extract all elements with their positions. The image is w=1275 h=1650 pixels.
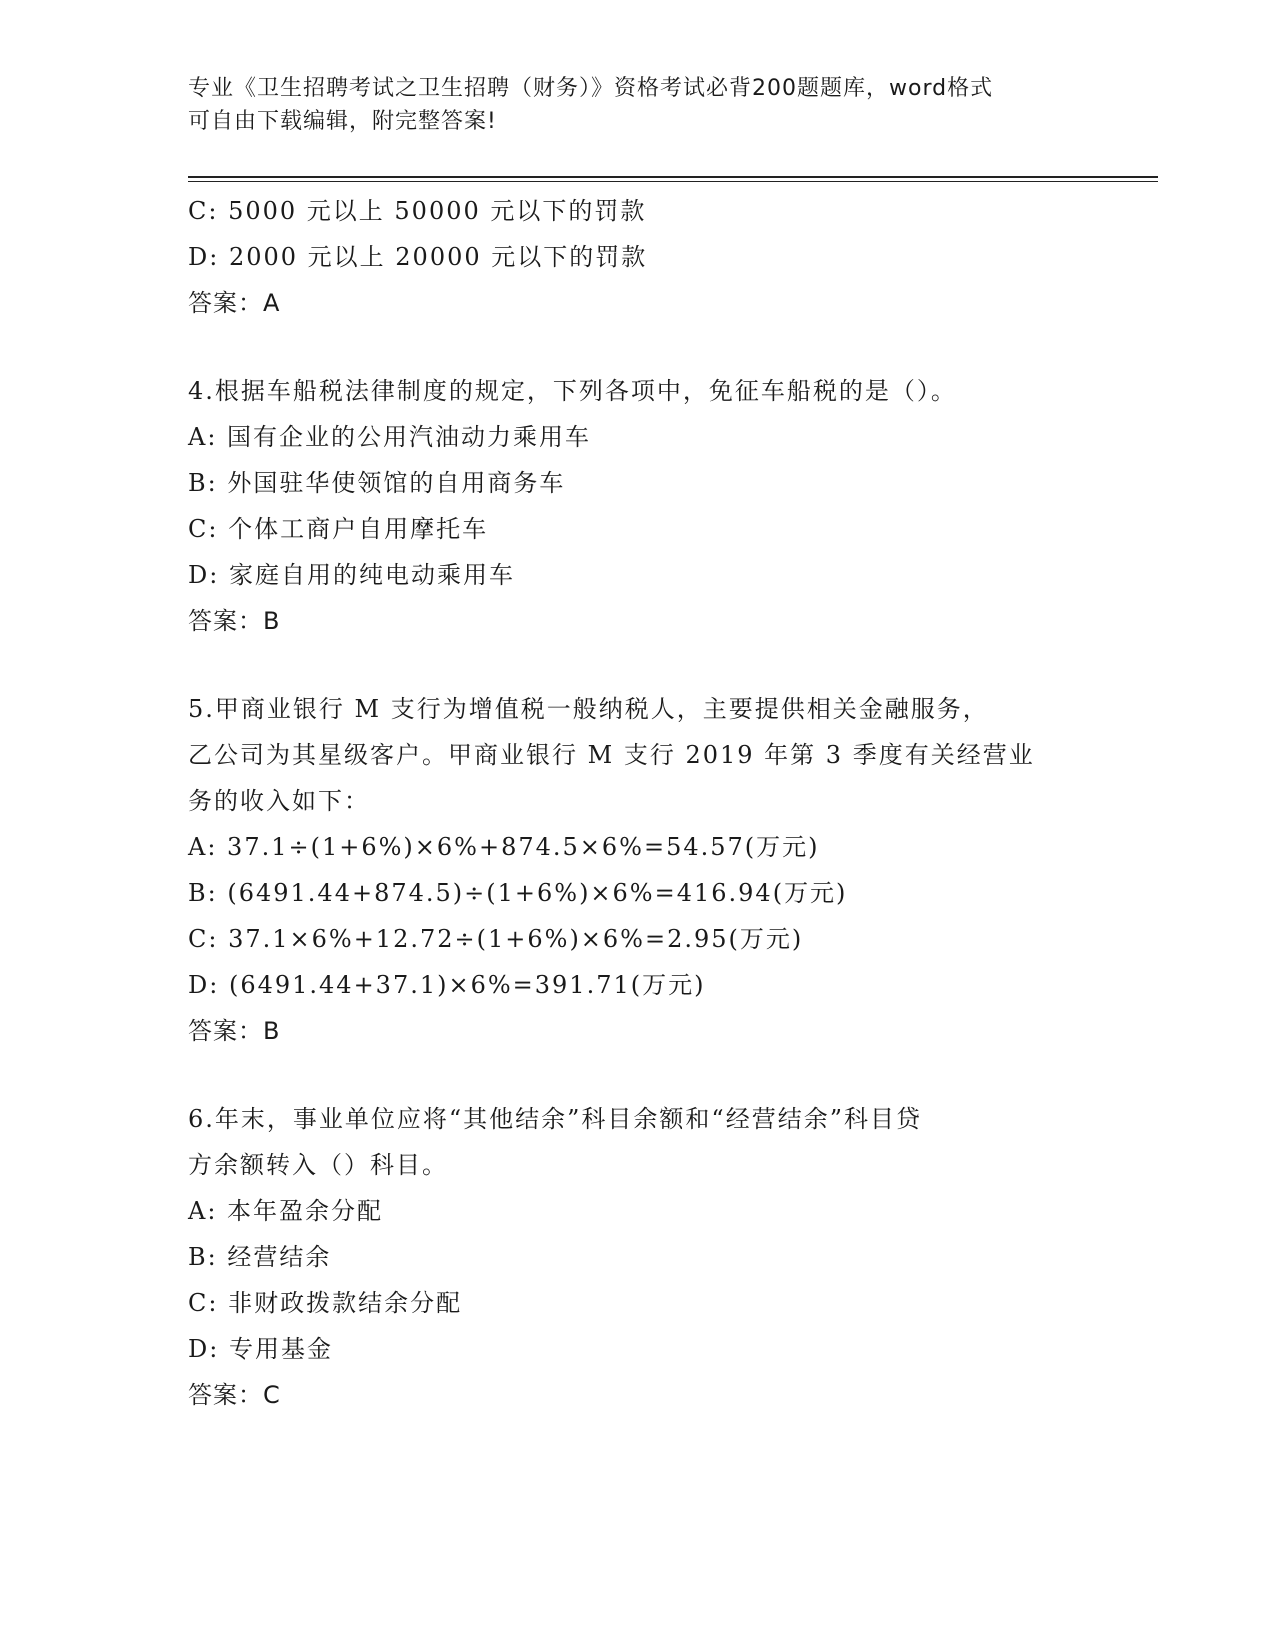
option-d: D: 专用基金 [188, 1335, 333, 1363]
answer-label: 答案：A [188, 289, 281, 317]
header-title-line1: 专业《卫生招聘考试之卫生招聘（财务）》资格考试必背200题题库，word格式 [188, 76, 994, 101]
option-d: D: 2000 元以上 20000 元以下的罚款 [188, 243, 648, 271]
answer-label: 答案：B [188, 607, 281, 635]
answer-label: 答案：C [188, 1381, 281, 1409]
question-6 [188, 1096, 1088, 1418]
option-a: A: 37.1÷(1+6%)×6%+874.5×6%=54.57(万元) [188, 833, 820, 861]
answer-label: 答案：B [188, 1017, 281, 1045]
option-d: D: 家庭自用的纯电动乘用车 [188, 561, 515, 589]
option-c: C: 37.1×6%+12.72÷(1+6%)×6%=2.95(万元) [188, 925, 804, 953]
option-b: B: 外国驻华使领馆的自用商务车 [188, 469, 566, 497]
spacer [188, 1054, 1088, 1096]
option-c: C: 5000 元以上 50000 元以下的罚款 [188, 197, 647, 225]
question-stem-line-1: 6.年末，事业单位应将“其他结余”科目余额和“经营结余”科目贷 [188, 1105, 922, 1133]
option-c: C: 个体工商户自用摩托车 [188, 515, 489, 543]
question-3-tail [188, 188, 1088, 326]
option-c: C: 非财政拨款结余分配 [188, 1289, 463, 1317]
header-title-line2: 可自由下载编辑，附完整答案! [188, 109, 497, 134]
question-4 [188, 368, 1088, 644]
option-a: A: 本年盈余分配 [188, 1197, 384, 1225]
question-5 [188, 686, 1088, 1054]
option-a: A: 国有企业的公用汽油动力乘用车 [188, 423, 592, 451]
question-stem: 4.根据车船税法律制度的规定，下列各项中，免征车船税的是（）。 [188, 377, 957, 405]
question-stem-line-1: 5.甲商业银行 M 支行为增值税一般纳税人，主要提供相关金融服务， [188, 695, 989, 723]
option-d: D: (6491.44+37.1)×6%=391.71(万元) [188, 971, 706, 999]
header-divider [188, 176, 1158, 182]
question-content [188, 188, 1088, 1418]
question-stem-line-2: 方余额转入（）科目。 [188, 1151, 448, 1179]
option-b: B: (6491.44+874.5)÷(1+6%)×6%=416.94(万元) [188, 879, 848, 907]
spacer [188, 644, 1088, 686]
spacer [188, 326, 1088, 368]
option-b: B: 经营结余 [188, 1243, 332, 1271]
question-stem-line-3: 务的收入如下： [188, 787, 370, 815]
question-stem-line-2: 乙公司为其星级客户。甲商业银行 M 支行 2019 年第 3 季度有关经营业 [188, 741, 1035, 769]
page-header [188, 72, 1088, 138]
